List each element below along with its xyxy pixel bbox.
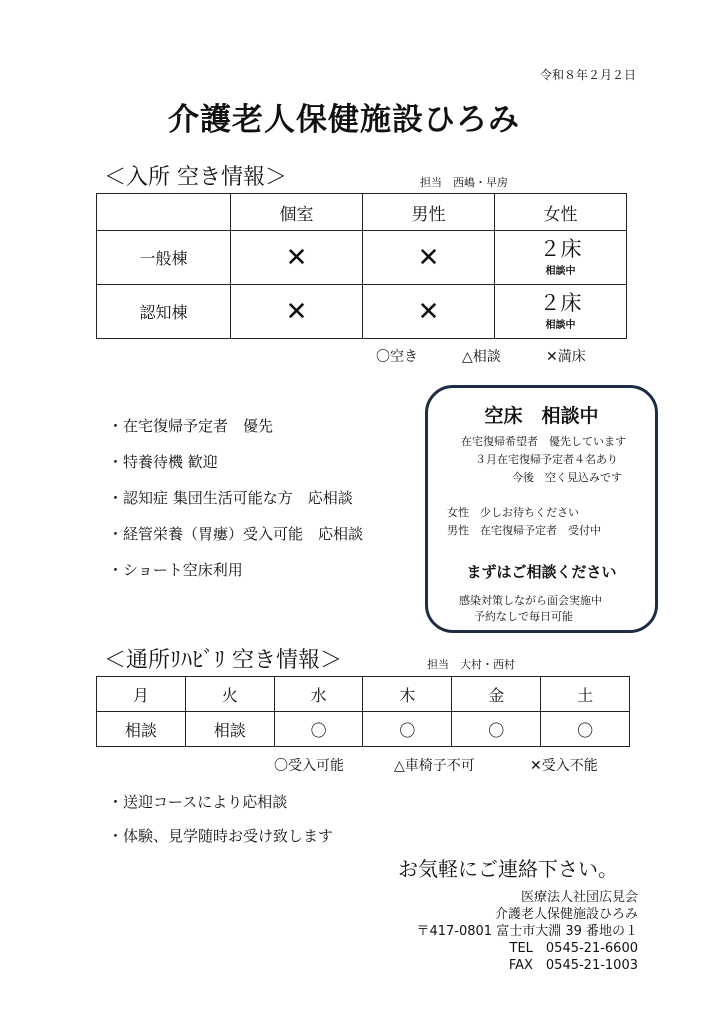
private-room-status: ✕ — [231, 231, 363, 285]
fax-number: FAX 0545-21-1003 — [508, 958, 638, 973]
day-header: 月 — [97, 677, 186, 712]
address: 〒417-0801 富士市大淵 39 番地の１ — [416, 924, 638, 939]
notice-subtitle: まずはご相談ください — [466, 563, 617, 581]
private-room-status: ✕ — [231, 285, 363, 339]
vacancy-notice-box — [425, 385, 658, 633]
document-date: 令和８年２月２日 — [539, 68, 636, 82]
list-item: ・ショート空床利用 — [108, 561, 243, 579]
admission-legend-vacant: 〇空き — [376, 349, 418, 365]
notice-title: 空床 相談中 — [484, 405, 599, 427]
rehab-staff: 担当 大村・西村 — [427, 658, 515, 671]
facility-title: 介護老人保健施設ひろみ — [168, 102, 520, 138]
female-bed-count: ２床 — [539, 237, 582, 261]
female-bed-note: 相談中 — [545, 266, 576, 277]
corporation-name: 医療法人社団広見会 — [520, 890, 638, 905]
notice-line: 男性 在宅復帰予定者 受付中 — [447, 524, 601, 537]
day-status: 〇 — [274, 712, 363, 747]
rehab-vacancy-table — [96, 676, 630, 747]
female-bed-count: ２床 — [539, 291, 582, 315]
row-label: 一般棟 — [97, 231, 231, 285]
day-header: 火 — [185, 677, 274, 712]
day-header: 木 — [363, 677, 452, 712]
list-item: ・在宅復帰予定者 優先 — [108, 417, 274, 435]
day-status: 〇 — [363, 712, 452, 747]
column-header: 個室 — [231, 194, 363, 231]
admission-notes — [108, 415, 363, 595]
day-header: 金 — [452, 677, 541, 712]
day-status: 〇 — [452, 712, 541, 747]
column-header: 男性 — [363, 194, 495, 231]
phone-number: TEL 0545-21-6600 — [509, 941, 638, 956]
rehab-legend-accept: 〇受入可能 — [274, 758, 344, 774]
admission-vacancy-table — [96, 193, 627, 339]
table-row — [97, 231, 627, 285]
facility-name: 介護老人保健施設ひろみ — [494, 907, 638, 922]
notice-footer-line: 感染対策しながら面会実施中 — [459, 594, 602, 607]
male-status: ✕ — [363, 231, 495, 285]
table-row — [97, 285, 627, 339]
female-status — [495, 285, 627, 339]
column-header — [97, 194, 231, 231]
rehab-legend-not-accept: ✕受入不能 — [530, 758, 598, 774]
notice-line: ３月在宅復帰予定者４名あり — [475, 453, 618, 466]
male-status: ✕ — [363, 285, 495, 339]
notice-line: 女性 少しお待ちください — [447, 506, 579, 519]
table-header-row — [97, 677, 630, 712]
day-status: 相談 — [97, 712, 186, 747]
list-item: ・特養待機 歓迎 — [108, 453, 218, 471]
day-status: 〇 — [541, 712, 630, 747]
day-status: 相談 — [185, 712, 274, 747]
list-item: ・経管栄養（胃瘻）受入可能 応相談 — [108, 525, 364, 543]
admission-legend-full: ✕満床 — [546, 349, 586, 365]
female-status — [495, 231, 627, 285]
table-row — [97, 712, 630, 747]
notice-line: 在宅復帰希望者 優先しています — [461, 435, 626, 448]
column-header: 女性 — [495, 194, 627, 231]
contact-message: お気軽にご連絡下さい。 — [398, 857, 618, 881]
notice-footer-line: 予約なしで毎日可能 — [474, 610, 573, 623]
admission-legend-consult: △相談 — [462, 349, 501, 365]
row-label: 認知棟 — [97, 285, 231, 339]
admission-staff: 担当 西嶋・早房 — [420, 176, 508, 189]
notice-line: 今後 空く見込みです — [512, 471, 622, 484]
admission-section-title: ＜入所 空き情報＞ — [104, 165, 287, 190]
list-item: ・認知症 集団生活可能な方 応相談 — [108, 489, 353, 507]
day-header: 土 — [541, 677, 630, 712]
rehab-note: ・送迎コースにより応相談 — [108, 793, 288, 811]
table-header-row — [97, 194, 627, 231]
day-header: 水 — [274, 677, 363, 712]
rehab-note: ・体験、見学随時お受け致します — [108, 827, 334, 845]
rehab-legend-no-wheelchair: △車椅子不可 — [394, 758, 475, 774]
female-bed-note: 相談中 — [545, 320, 576, 331]
rehab-section-title: ＜通所ﾘﾊﾋﾞﾘ 空き情報＞ — [104, 648, 342, 673]
